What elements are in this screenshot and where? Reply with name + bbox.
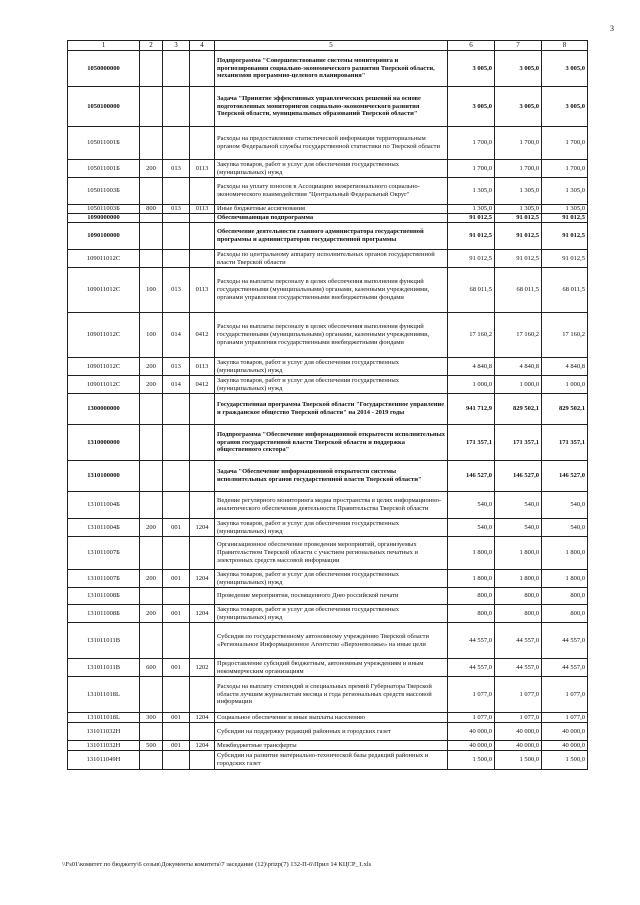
row-value-2-cell: 1 000,0 (495, 376, 542, 394)
row-value-3-cell: 1 700,0 (542, 160, 588, 178)
row-value-3-cell: 1 077,0 (542, 713, 588, 723)
row-prz-cell: 0113 (190, 358, 215, 376)
row-description-cell: Задача "Обеспечение информационной открытости системы исполнительных органов государственной власти Тверской области" (215, 461, 448, 492)
row-description-cell: Субсидии на поддержку редакций районных и городских газет (215, 723, 448, 741)
row-grbs-cell (163, 223, 190, 250)
row-value-3-cell: 1 077,0 (542, 677, 588, 713)
row-value-3-cell: 1 800,0 (542, 537, 588, 570)
row-rz-cell: 200 (140, 358, 163, 376)
row-rz-cell (140, 461, 163, 492)
row-value-1-cell: 146 527,0 (448, 461, 495, 492)
row-prz-cell: 1202 (190, 659, 215, 677)
row-description-cell: Расходы на уплату взносов в Ассоциацию межрегионального социально-экономического взаимодействия "Центральный Федеральный Округ" (215, 178, 448, 205)
row-prz-cell (190, 461, 215, 492)
row-value-2-cell: 1 800,0 (495, 537, 542, 570)
table-row (68, 376, 588, 394)
budget-table (67, 40, 588, 770)
row-value-2-cell: 1 305,0 (495, 205, 542, 214)
table-row (68, 605, 588, 623)
table-row (68, 394, 588, 425)
table-row (68, 127, 588, 160)
row-value-1-cell: 3 005,0 (448, 51, 495, 87)
row-code-cell: 1300000000 (68, 394, 140, 425)
table-row (68, 537, 588, 570)
row-grbs-cell: 013 (163, 160, 190, 178)
row-prz-cell (190, 677, 215, 713)
row-code-cell: 131011007Б (68, 570, 140, 588)
row-value-2-cell: 1 700,0 (495, 160, 542, 178)
row-grbs-cell (163, 250, 190, 268)
table-row (68, 519, 588, 537)
table-row (68, 677, 588, 713)
row-rz-cell (140, 127, 163, 160)
row-prz-cell (190, 588, 215, 605)
row-description-cell: Закупка товаров, работ и услуг для обеспечения государственных (муниципальных) нужд (215, 160, 448, 178)
row-code-cell: 109011012С (68, 358, 140, 376)
row-code-cell: 105011001Б (68, 160, 140, 178)
row-description-cell: Закупка товаров, работ и услуг для обеспечения государственных (муниципальных) нужд (215, 570, 448, 588)
table-row (68, 492, 588, 519)
row-grbs-cell (163, 178, 190, 205)
row-value-1-cell: 1 800,0 (448, 537, 495, 570)
row-grbs-cell (163, 623, 190, 659)
row-description-cell: Расходы на выплаты персоналу в целях обеспечения выполнения функций государственными (муниципальными) органами, казенными учреждениями, органами управления государственными внебюджетными фондами (215, 313, 448, 358)
row-value-1-cell: 1 800,0 (448, 570, 495, 588)
row-description-cell: Закупка товаров, работ и услуг для обеспечения государственных (муниципальных) нужд (215, 519, 448, 537)
table-row (68, 214, 588, 223)
row-description-cell: Межбюджетные трансферты (215, 741, 448, 751)
row-value-3-cell: 1 800,0 (542, 570, 588, 588)
row-description-cell: Государственная программа Тверской области "Государственное управление и гражданское общество Тверской области" на 2014 - 2019 годы (215, 394, 448, 425)
row-grbs-cell: 001 (163, 713, 190, 723)
row-value-3-cell: 91 012,5 (542, 223, 588, 250)
row-value-3-cell: 1 700,0 (542, 127, 588, 160)
row-code-cell: 1050100000 (68, 87, 140, 127)
row-grbs-cell (163, 87, 190, 127)
row-value-1-cell: 1 700,0 (448, 160, 495, 178)
row-value-2-cell: 1 800,0 (495, 570, 542, 588)
row-prz-cell (190, 723, 215, 741)
column-header: 4 (190, 41, 215, 51)
row-rz-cell (140, 250, 163, 268)
row-prz-cell (190, 751, 215, 770)
row-value-2-cell: 800,0 (495, 588, 542, 605)
row-value-3-cell: 1 305,0 (542, 205, 588, 214)
row-value-2-cell: 91 012,5 (495, 223, 542, 250)
table-row (68, 313, 588, 358)
row-prz-cell: 0412 (190, 313, 215, 358)
row-description-cell: Расходы на предоставление статистической информации территориальным органом Федеральной службы государственной статистики по Тверской области (215, 127, 448, 160)
column-header: 1 (68, 41, 140, 51)
row-rz-cell: 200 (140, 519, 163, 537)
row-prz-cell (190, 223, 215, 250)
row-value-1-cell: 40 000,0 (448, 741, 495, 751)
row-code-cell: 131011011В (68, 659, 140, 677)
row-code-cell: 131011011В (68, 623, 140, 659)
row-prz-cell (190, 51, 215, 87)
row-value-1-cell: 1 500,0 (448, 751, 495, 770)
row-grbs-cell (163, 677, 190, 713)
row-prz-cell: 1204 (190, 570, 215, 588)
row-description-cell: Ведение регулярного мониторинга медиа пространства в целях информационно-аналитического обеспечения деятельности Правительства Тверской области (215, 492, 448, 519)
row-grbs-cell (163, 492, 190, 519)
row-code-cell: 1050000000 (68, 51, 140, 87)
row-grbs-cell: 013 (163, 358, 190, 376)
row-value-3-cell: 44 557,0 (542, 659, 588, 677)
row-rz-cell: 200 (140, 160, 163, 178)
row-value-1-cell: 1 305,0 (448, 205, 495, 214)
row-rz-cell (140, 751, 163, 770)
row-code-cell: 131011008Б (68, 605, 140, 623)
row-description-cell: Закупка товаров, работ и услуг для обеспечения государственных (муниципальных) нужд (215, 358, 448, 376)
row-code-cell: 109011012С (68, 250, 140, 268)
row-grbs-cell: 001 (163, 519, 190, 537)
row-value-1-cell: 17 160,2 (448, 313, 495, 358)
column-header: 3 (163, 41, 190, 51)
row-value-1-cell: 44 557,0 (448, 623, 495, 659)
row-prz-cell (190, 537, 215, 570)
row-value-2-cell: 1 077,0 (495, 713, 542, 723)
row-value-1-cell: 91 012,5 (448, 214, 495, 223)
row-description-cell: Закупка товаров, работ и услуг для обеспечения государственных (муниципальных) нужд (215, 376, 448, 394)
row-value-1-cell: 941 712,9 (448, 394, 495, 425)
row-code-cell: 109011012С (68, 268, 140, 313)
row-value-3-cell: 1 305,0 (542, 178, 588, 205)
table-row (68, 751, 588, 770)
row-code-cell: 131011032Н (68, 723, 140, 741)
row-prz-cell (190, 214, 215, 223)
row-value-2-cell: 171 357,1 (495, 425, 542, 461)
row-prz-cell (190, 178, 215, 205)
row-value-3-cell: 540,0 (542, 492, 588, 519)
row-prz-cell (190, 127, 215, 160)
row-prz-cell (190, 250, 215, 268)
row-rz-cell (140, 492, 163, 519)
header-row (68, 41, 588, 51)
row-prz-cell: 1204 (190, 605, 215, 623)
row-value-3-cell: 1 500,0 (542, 751, 588, 770)
table-row (68, 588, 588, 605)
row-code-cell: 109011012С (68, 313, 140, 358)
table-row (68, 87, 588, 127)
row-code-cell: 1090000000 (68, 214, 140, 223)
column-header: 7 (495, 41, 542, 51)
row-rz-cell: 200 (140, 376, 163, 394)
row-code-cell: 131011008Б (68, 588, 140, 605)
row-rz-cell (140, 588, 163, 605)
row-code-cell: 131011032Н (68, 741, 140, 751)
row-rz-cell: 200 (140, 570, 163, 588)
row-value-2-cell: 1 700,0 (495, 127, 542, 160)
row-grbs-cell: 013 (163, 268, 190, 313)
row-description-cell: Проведение мероприятия, посвященного Дню российской печати (215, 588, 448, 605)
row-description-cell: Закупка товаров, работ и услуг для обеспечения государственных (муниципальных) нужд (215, 605, 448, 623)
row-rz-cell (140, 214, 163, 223)
row-rz-cell (140, 425, 163, 461)
row-rz-cell (140, 623, 163, 659)
row-grbs-cell (163, 461, 190, 492)
table-row (68, 223, 588, 250)
row-code-cell: 131011004Б (68, 492, 140, 519)
column-header: 8 (542, 41, 588, 51)
table-row (68, 250, 588, 268)
row-value-2-cell: 40 000,0 (495, 723, 542, 741)
row-value-2-cell: 1 305,0 (495, 178, 542, 205)
table-row (68, 741, 588, 751)
row-code-cell: 1090100000 (68, 223, 140, 250)
row-grbs-cell: 013 (163, 205, 190, 214)
row-value-1-cell: 1 077,0 (448, 677, 495, 713)
row-code-cell: 131011018L (68, 677, 140, 713)
row-value-1-cell: 540,0 (448, 492, 495, 519)
row-grbs-cell (163, 537, 190, 570)
row-grbs-cell: 001 (163, 570, 190, 588)
row-value-3-cell: 17 160,2 (542, 313, 588, 358)
row-value-3-cell: 171 357,1 (542, 425, 588, 461)
row-prz-cell (190, 394, 215, 425)
row-grbs-cell (163, 51, 190, 87)
row-value-2-cell: 1 500,0 (495, 751, 542, 770)
row-rz-cell (140, 51, 163, 87)
row-value-3-cell: 1 000,0 (542, 376, 588, 394)
row-code-cell: 105011001Б (68, 127, 140, 160)
row-prz-cell (190, 425, 215, 461)
row-value-1-cell: 44 557,0 (448, 659, 495, 677)
row-description-cell: Подпрограмма "Обеспечение информационной открытости исполнительных органов государственной власти Тверской области и поддержка общественного сектора" (215, 425, 448, 461)
row-code-cell: 105011003Б (68, 178, 140, 205)
table-row (68, 160, 588, 178)
table-row (68, 461, 588, 492)
row-rz-cell: 600 (140, 659, 163, 677)
row-prz-cell: 1204 (190, 519, 215, 537)
row-description-cell: Расходы по центральному аппарату исполнительных органов государственной власти Тверской области (215, 250, 448, 268)
page-number: 3 (610, 24, 614, 33)
row-value-2-cell: 540,0 (495, 519, 542, 537)
row-grbs-cell (163, 723, 190, 741)
row-value-2-cell: 3 005,0 (495, 87, 542, 127)
row-value-2-cell: 829 502,1 (495, 394, 542, 425)
row-grbs-cell: 014 (163, 376, 190, 394)
row-description-cell: Обеспечение деятельности главного администратора государственной программы и администраторов государственной программы (215, 223, 448, 250)
row-rz-cell (140, 394, 163, 425)
row-value-1-cell: 800,0 (448, 588, 495, 605)
row-value-2-cell: 3 005,0 (495, 51, 542, 87)
row-grbs-cell: 014 (163, 313, 190, 358)
row-description-cell: Задача "Принятие эффективных управленческих решений на основе подготовленных мониторингов социально-экономического развития Тверской области, муниципальных образований Тверской области" (215, 87, 448, 127)
row-rz-cell: 200 (140, 605, 163, 623)
row-prz-cell: 0113 (190, 160, 215, 178)
row-grbs-cell (163, 425, 190, 461)
row-value-3-cell: 800,0 (542, 588, 588, 605)
row-value-1-cell: 540,0 (448, 519, 495, 537)
row-grbs-cell: 001 (163, 605, 190, 623)
row-code-cell: 131011007Б (68, 537, 140, 570)
row-value-1-cell: 1 077,0 (448, 713, 495, 723)
row-value-2-cell: 44 557,0 (495, 659, 542, 677)
row-value-1-cell: 91 012,5 (448, 250, 495, 268)
row-value-3-cell: 91 012,5 (542, 214, 588, 223)
row-prz-cell: 0113 (190, 268, 215, 313)
row-prz-cell: 0412 (190, 376, 215, 394)
row-value-3-cell: 3 005,0 (542, 87, 588, 127)
row-value-2-cell: 44 557,0 (495, 623, 542, 659)
row-description-cell: Иные бюджетные ассигнования (215, 205, 448, 214)
row-prz-cell (190, 87, 215, 127)
row-value-2-cell: 91 012,5 (495, 250, 542, 268)
row-value-3-cell: 40 000,0 (542, 723, 588, 741)
column-header: 2 (140, 41, 163, 51)
row-grbs-cell (163, 588, 190, 605)
row-rz-cell (140, 537, 163, 570)
row-value-1-cell: 3 005,0 (448, 87, 495, 127)
row-value-1-cell: 68 011,5 (448, 268, 495, 313)
row-prz-cell (190, 623, 215, 659)
row-value-1-cell: 1 305,0 (448, 178, 495, 205)
row-rz-cell: 800 (140, 205, 163, 214)
row-value-2-cell: 91 012,5 (495, 214, 542, 223)
row-value-1-cell: 1 000,0 (448, 376, 495, 394)
column-header: 6 (448, 41, 495, 51)
row-value-1-cell: 1 700,0 (448, 127, 495, 160)
row-value-1-cell: 91 012,5 (448, 223, 495, 250)
row-grbs-cell (163, 394, 190, 425)
row-value-1-cell: 171 357,1 (448, 425, 495, 461)
row-grbs-cell: 001 (163, 659, 190, 677)
row-rz-cell: 300 (140, 713, 163, 723)
row-rz-cell: 100 (140, 268, 163, 313)
row-description-cell: Субсидия по государственному автономному учреждению Тверской области «Региональное Информационное Агентство «Верхневолжье» на иные цели (215, 623, 448, 659)
table-row (68, 623, 588, 659)
row-rz-cell (140, 223, 163, 250)
row-description-cell: Подпрограмма "Совершенствование системы мониторинга и прогнозирования социально-экономического развития Тверской области, механизмов программно-целевого планирования" (215, 51, 448, 87)
row-value-3-cell: 800,0 (542, 605, 588, 623)
table-row (68, 659, 588, 677)
row-rz-cell (140, 87, 163, 127)
row-code-cell: 131011018L (68, 713, 140, 723)
row-value-3-cell: 68 011,5 (542, 268, 588, 313)
row-value-3-cell: 91 012,5 (542, 250, 588, 268)
row-value-1-cell: 40 000,0 (448, 723, 495, 741)
table-row (68, 723, 588, 741)
row-value-2-cell: 40 000,0 (495, 741, 542, 751)
row-code-cell: 131011049Н (68, 751, 140, 770)
row-value-3-cell: 146 527,0 (542, 461, 588, 492)
row-rz-cell (140, 677, 163, 713)
row-value-3-cell: 540,0 (542, 519, 588, 537)
row-grbs-cell (163, 751, 190, 770)
row-prz-cell (190, 492, 215, 519)
column-header: 5 (215, 41, 448, 51)
row-value-3-cell: 3 005,0 (542, 51, 588, 87)
row-grbs-cell: 001 (163, 741, 190, 751)
table-row (68, 713, 588, 723)
row-description-cell: Предоставление субсидий бюджетным, автономным учреждениям и иным некоммерческим организациям (215, 659, 448, 677)
row-description-cell: Социальное обеспечение и иные выплаты населению (215, 713, 448, 723)
row-code-cell: 131011004Б (68, 519, 140, 537)
row-value-2-cell: 17 160,2 (495, 313, 542, 358)
row-rz-cell: 100 (140, 313, 163, 358)
row-value-3-cell: 40 000,0 (542, 741, 588, 751)
row-code-cell: 105011003Б (68, 205, 140, 214)
row-description-cell: Расходы на выплату стипендий и специальных премий Губернатора Тверской области лучшим журналистам месяца и года региональных средств массовой информации (215, 677, 448, 713)
row-value-3-cell: 44 557,0 (542, 623, 588, 659)
row-value-2-cell: 540,0 (495, 492, 542, 519)
row-value-2-cell: 68 011,5 (495, 268, 542, 313)
row-value-1-cell: 800,0 (448, 605, 495, 623)
row-rz-cell (140, 178, 163, 205)
row-description-cell: Расходы на выплаты персоналу в целях обеспечения выполнения функций государственными (муниципальными) органами, казенными учреждениями, органами управления государственными внебюджетными фондами (215, 268, 448, 313)
table-row (68, 268, 588, 313)
row-code-cell: 109011012С (68, 376, 140, 394)
table-row (68, 51, 588, 87)
row-description-cell: Организационное обеспечение проведения мероприятий, организуемых Правительством Тверской области с участием региональных печатных и электронных средств массовой информации (215, 537, 448, 570)
row-value-2-cell: 146 527,0 (495, 461, 542, 492)
row-description-cell: Субсидии на развитие материально-технической базы редакций районных и городских газет (215, 751, 448, 770)
row-value-3-cell: 4 840,8 (542, 358, 588, 376)
table-row (68, 205, 588, 214)
row-value-2-cell: 1 077,0 (495, 677, 542, 713)
row-prz-cell: 1204 (190, 741, 215, 751)
row-value-2-cell: 800,0 (495, 605, 542, 623)
row-prz-cell: 1204 (190, 713, 215, 723)
row-description-cell: Обеспечивающая подпрограмма (215, 214, 448, 223)
row-code-cell: 1310000000 (68, 425, 140, 461)
row-value-2-cell: 4 840,8 (495, 358, 542, 376)
row-value-3-cell: 829 502,1 (542, 394, 588, 425)
row-prz-cell: 0113 (190, 205, 215, 214)
row-rz-cell: 500 (140, 741, 163, 751)
file-path-footer: \\Fs01\комитет по бюджету\6 созыв\Документы комитета\7 заседание (12)\prizp(7) 132-П-6\Прил 14 КЦСР_1.xls (62, 861, 372, 868)
row-grbs-cell (163, 214, 190, 223)
table-row (68, 425, 588, 461)
row-code-cell: 1310100000 (68, 461, 140, 492)
table-row (68, 358, 588, 376)
row-value-1-cell: 4 840,8 (448, 358, 495, 376)
table-row (68, 178, 588, 205)
row-rz-cell (140, 723, 163, 741)
row-grbs-cell (163, 127, 190, 160)
table-row (68, 570, 588, 588)
